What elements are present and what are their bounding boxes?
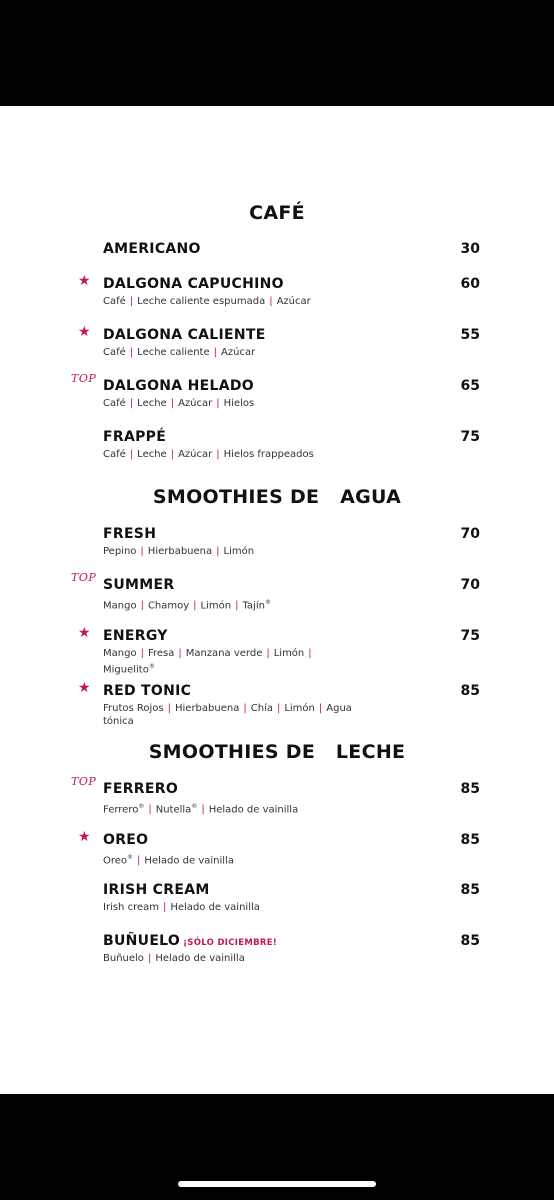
menu-item-energy (78, 625, 483, 676)
item-price: 75 (460, 628, 480, 644)
menu-item-bunuelo (103, 933, 483, 965)
menu-item-ferrero (71, 775, 483, 816)
item-name: FRAPPÉ (103, 429, 167, 445)
item-price: 70 (460, 526, 480, 542)
star-icon: ★ (78, 829, 91, 845)
item-ingredients: Oreo® | Helado de vainilla (103, 854, 234, 867)
item-name: OREO (103, 832, 149, 848)
top-badge: TOP (71, 372, 97, 385)
section-title-cafe: CAFÉ (249, 202, 305, 224)
item-name: ENERGY (103, 628, 168, 644)
menu-item-dalgona-capuchino (78, 273, 483, 308)
item-name: DALGONA HELADO (103, 378, 254, 394)
item-name: RED TONIC (103, 683, 192, 699)
item-price: 55 (460, 327, 480, 343)
item-name: BUÑUELO ¡SÓLO DICIEMBRE! (103, 933, 278, 949)
item-name: AMERICANO (103, 241, 201, 257)
item-ingredients: Café | Leche | Azúcar | Hielos frappeados (103, 449, 314, 460)
menu-item-irish-cream (103, 882, 483, 914)
item-price: 60 (460, 276, 480, 292)
item-name: DALGONA CAPUCHINO (103, 276, 284, 292)
menu-item-dalgona-caliente (78, 324, 483, 359)
star-icon: ★ (78, 324, 91, 340)
menu-item-oreo (78, 829, 483, 867)
item-price: 70 (460, 577, 480, 593)
menu-item-americano (103, 241, 483, 258)
star-icon: ★ (78, 625, 91, 641)
item-price: 85 (460, 781, 480, 797)
item-name: FRESH (103, 526, 157, 542)
item-ingredients: Café | Leche caliente espumada | Azúcar (103, 296, 311, 307)
item-name: IRISH CREAM (103, 882, 210, 898)
item-price: 85 (460, 832, 480, 848)
menu-item-summer (71, 571, 483, 612)
item-ingredients: Pepino | Hierbabuena | Limón (103, 546, 255, 557)
item-name: DALGONA CALIENTE (103, 327, 266, 343)
top-badge: TOP (71, 775, 97, 788)
menu-item-fresh (103, 526, 483, 558)
item-name: FERRERO (103, 781, 179, 797)
item-ingredients: Ferrero® | Nutella® | Helado de vainilla (103, 803, 299, 816)
item-price: 65 (460, 378, 480, 394)
item-price: 85 (460, 933, 480, 949)
item-ingredients: Buñuelo | Helado de vainilla (103, 953, 245, 964)
item-price: 30 (460, 241, 480, 257)
item-name: SUMMER (103, 577, 175, 593)
item-ingredients: Irish cream | Helado de vainilla (103, 902, 260, 913)
item-price: 85 (460, 882, 480, 898)
menu-item-frappe (103, 429, 483, 461)
star-icon: ★ (78, 273, 91, 289)
item-price: 75 (460, 429, 480, 445)
item-ingredients: Frutos Rojos | Hierbabuena | Chía | Limón | Agua tónica (103, 703, 352, 727)
menu-item-dalgona-helado (71, 372, 483, 410)
item-price: 85 (460, 683, 480, 699)
section-title-agua: SMOOTHIES DE AGUA (152, 486, 402, 508)
home-indicator[interactable] (178, 1181, 376, 1187)
item-ingredients: Mango | Fresa | Manzana verde | Limón | Miguelito® (103, 648, 312, 676)
seasonal-note: ¡SÓLO DICIEMBRE! (183, 938, 278, 948)
star-icon: ★ (78, 680, 91, 696)
item-ingredients: Café | Leche caliente | Azúcar (103, 347, 256, 358)
item-ingredients: Mango | Chamoy | Limón | Tajín® (103, 599, 271, 612)
menu-item-red-tonic (78, 680, 483, 728)
section-title-leche: SMOOTHIES DE LECHE (148, 741, 406, 763)
menu-page (0, 106, 554, 1094)
top-badge: TOP (71, 571, 97, 584)
item-ingredients: Café | Leche | Azúcar | Hielos (103, 398, 255, 409)
